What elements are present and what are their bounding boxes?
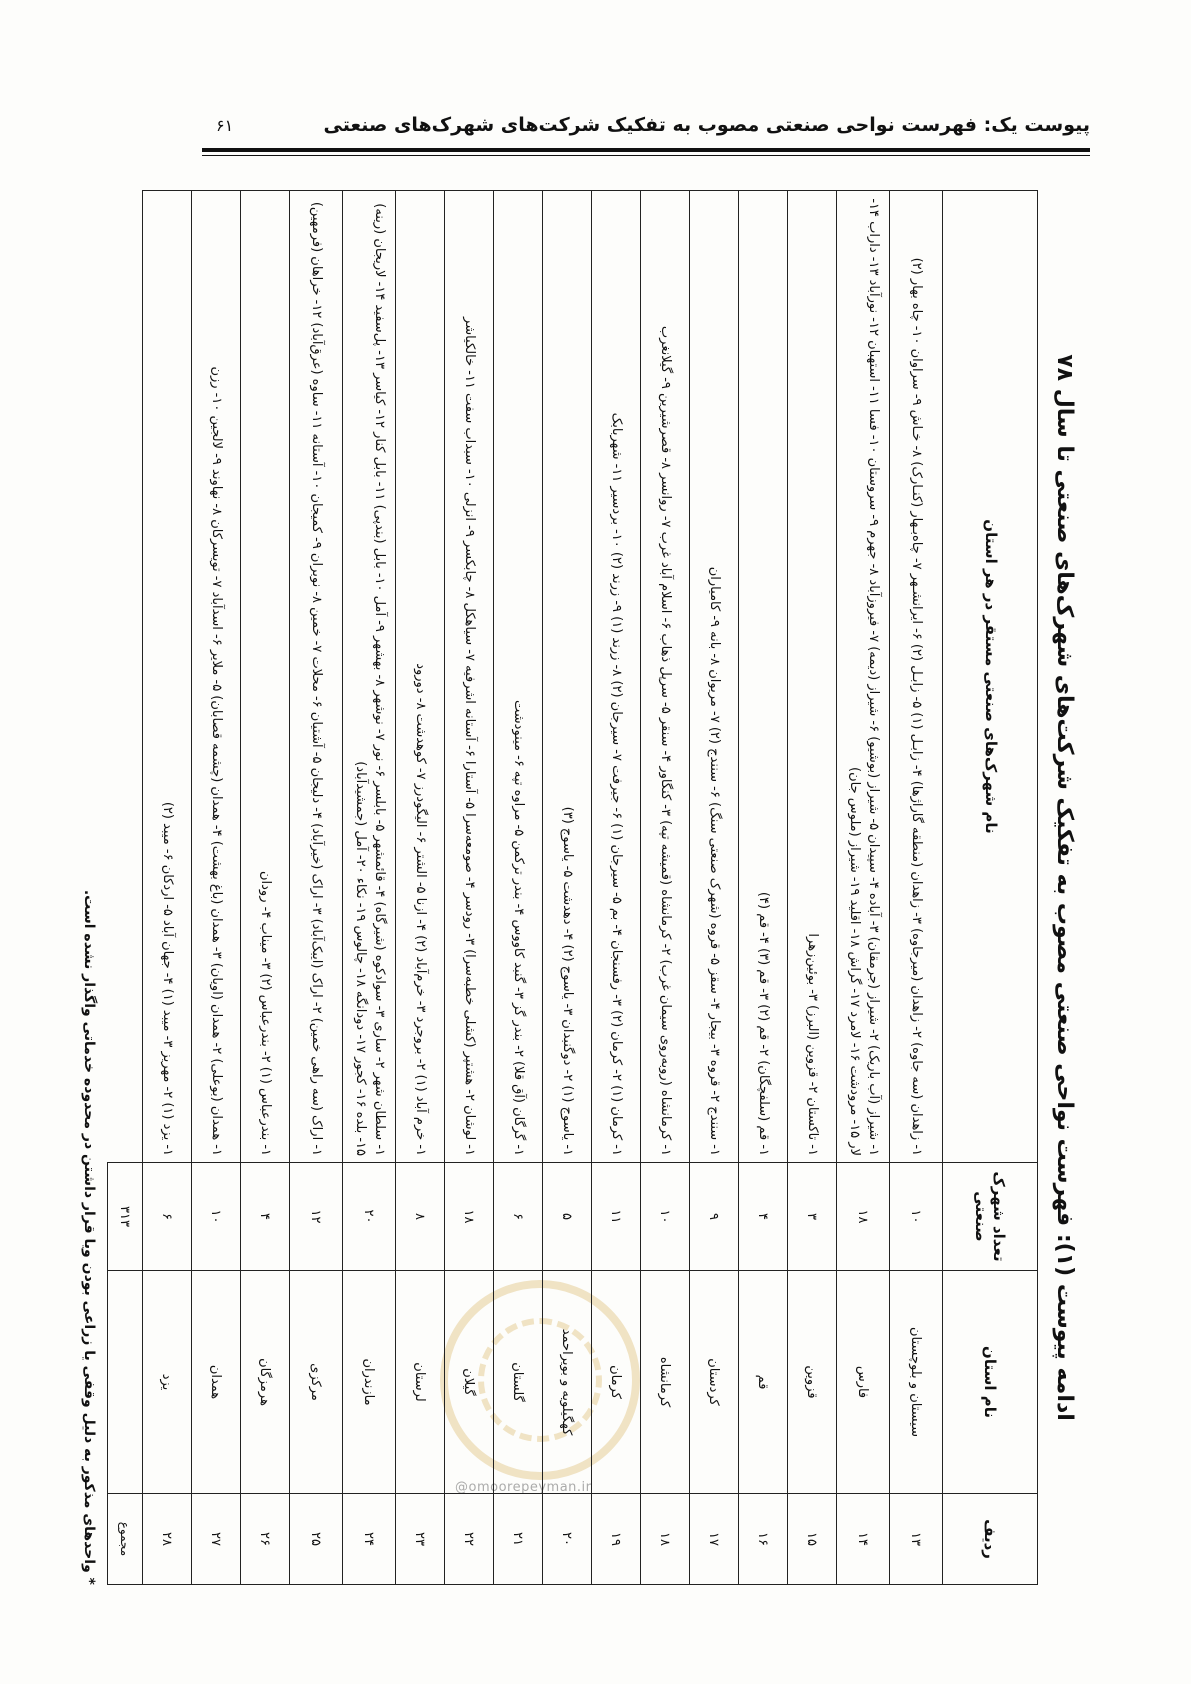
table-row <box>788 191 837 1585</box>
cell-ostan: سیستان و بلوچستان <box>890 1271 943 1494</box>
cell-count: ۵ <box>543 1163 592 1271</box>
cell-count: ۱۸ <box>837 1163 890 1271</box>
col-header-radif: ردیف <box>943 1494 1038 1585</box>
cell-count: ۹ <box>690 1163 739 1271</box>
cell-radif: ۲۰ <box>543 1494 592 1585</box>
cell-ostan: لرستان <box>396 1271 445 1494</box>
header-rule-thick <box>202 148 1090 152</box>
cell-count: ۳ <box>788 1163 837 1271</box>
cell-radif: ۲۱ <box>494 1494 543 1585</box>
cell-ostan: کرمان <box>592 1271 641 1494</box>
cell-count: ۱۰ <box>641 1163 690 1271</box>
cell-count: ۲۰ <box>343 1163 396 1271</box>
cell-count: ۱۰ <box>890 1163 943 1271</box>
cell-radif: ۲۵ <box>290 1494 343 1585</box>
cell-ostan: گلستان <box>494 1271 543 1494</box>
table-row <box>494 191 543 1585</box>
cell-radif: ۲۳ <box>396 1494 445 1585</box>
cell-list: ۱- بندرعباس (۱) ۲- بندرعباس (۲) ۳- میناب ۴- رودان <box>241 191 290 1163</box>
table-row <box>445 191 494 1585</box>
cell-list: ۱- گرگان (آق قلا) ۲- بندر گز ۳- گنبد کاووس ۴- بندر ترکمن ۵- مراوه تپه ۶- مینودشت <box>494 191 543 1163</box>
cell-ostan: همدان <box>192 1271 241 1494</box>
cell-count: ۱۸ <box>445 1163 494 1271</box>
cell-radif: ۱۹ <box>592 1494 641 1585</box>
cell-count: ۸ <box>396 1163 445 1271</box>
cell-list: ۱- زاهدان (سه جاوه) ۲- زاهدان (میرجاوه) ۳- زاهدان (منطقه گاراژها) ۴- زابـل (۱) ۵- زابـل (۲) ۶- ایرانشـهر ۷- چاه‌بـهار (کنـارک) ۸- خـاش ۹- سراوان ۱۰- چاه بهار (۲) <box>890 191 943 1163</box>
cell-count: ۱۲ <box>290 1163 343 1271</box>
cell-ostan: کرمانشاه <box>641 1271 690 1494</box>
table-row <box>192 191 241 1585</box>
cell-count: ۴ <box>739 1163 788 1271</box>
page-number: ۶۱ <box>216 116 234 135</box>
cell-ostan: یزد <box>143 1271 192 1494</box>
total-blank <box>108 191 143 1163</box>
table-row <box>396 191 445 1585</box>
table-row <box>343 191 396 1585</box>
cell-ostan: قم <box>739 1271 788 1494</box>
table-row <box>290 191 343 1585</box>
header-rule-thin <box>202 155 1090 156</box>
cell-count: ۱۰ <box>192 1163 241 1271</box>
industrial-zones-table <box>107 190 1038 1585</box>
table-row <box>592 191 641 1585</box>
cell-radif: ۱۴ <box>837 1494 890 1585</box>
table-row <box>143 191 192 1585</box>
cell-list: ۱- لوشان ۲- هشتپر (کشلی خطبه‌سرا) ۳- رودسر ۴- صومعه‌سرا ۵- آستارا ۶- آستانه اشرفیه ۷- سیاهکل ۸- چابکسر ۹- انزلی ۱۰- سبداب سفت ۱۱- خالکیاشر <box>445 191 494 1163</box>
cell-radif: ۲۲ <box>445 1494 494 1585</box>
footnote: * واحدهای مذکور به دلیل وقفی یا زراعی بودن ویا قرار داشتن در محدوده خدماتی واگذار نشده است. <box>81 889 97 1585</box>
table-row <box>690 191 739 1585</box>
cell-ostan: قزوین <box>788 1271 837 1494</box>
cell-list: ۱- سلطان شهر ۲- ساری ۳- سوادکوه (شیرگاه) ۴- قائمشهر ۵- بابلسر ۶- نور ۷- نوشهر ۸- بهشهر ۹- آمل ۱۰- بابل (بندپی) ۱۱- بابل کنار ۱۲- کیاسر ۱۳- پل‌سفید ۱۴- لاریجان (رینه) ۱۵- بلده ۱۶- کجور ۱۷- دودانگه ۱۸- چالوس ۱۹- نکاء ۲۰- آمل (جمشیدآباد) <box>343 191 396 1163</box>
cell-radif: ۲۷ <box>192 1494 241 1585</box>
cell-count: ۴ <box>241 1163 290 1271</box>
table-row <box>543 191 592 1585</box>
cell-list: ۱- اراک (سه راهی خمین) ۲- اراک (ایبک‌آباد) ۳- اراک (خیرآباد) ۴- دلیجان ۵- آشتیان ۶- محلات ۷- خمین ۸- نوبران ۹- کمیجان ۱۰- آستانه ۱۱- ساوه (عرق‌آباد) ۱۲- خراهان (فرمهین) <box>290 191 343 1163</box>
cell-count: ۶ <box>494 1163 543 1271</box>
table-row <box>890 191 943 1585</box>
cell-radif: ۱۵ <box>788 1494 837 1585</box>
cell-radif: ۱۳ <box>890 1494 943 1585</box>
cell-count: ۱۱ <box>592 1163 641 1271</box>
cell-radif: ۲۶ <box>241 1494 290 1585</box>
cell-list: ۱- قم (سلفچگان) ۲- قم (۲) ۳- قم (۳) ۴- قم (۴) <box>739 191 788 1163</box>
cell-count: ۶ <box>143 1163 192 1271</box>
cell-ostan: فارس <box>837 1271 890 1494</box>
cell-ostan: مرکزی <box>290 1271 343 1494</box>
watermark-url: @omoorepeyman.ir <box>455 1480 592 1495</box>
cell-ostan: هرمزگان <box>241 1271 290 1494</box>
cell-ostan: کهگیلویه و بویراحمد <box>543 1271 592 1494</box>
cell-radif: ۱۶ <box>739 1494 788 1585</box>
col-header-count: تعداد شهرک صنعتی <box>943 1163 1038 1271</box>
cell-radif: ۱۷ <box>690 1494 739 1585</box>
page-header <box>200 108 1090 148</box>
cell-list: ۱- کرمانشاه (روبه‌روی سیمان غرب) ۲- کرمانشاه (قمیشه تپه) ۳- کنگاور ۴- سنقر ۵- سرپل ذهاب ۶- اسلام آباد غرب ۷- روانسر ۸- قصرشیرین ۹- گیلانغرب <box>641 191 690 1163</box>
table-body <box>108 191 943 1585</box>
total-label: مجموع <box>108 1494 143 1585</box>
col-header-ostan: نام استان <box>943 1271 1038 1494</box>
rotated-table-block <box>81 190 1090 1585</box>
total-row <box>108 191 143 1585</box>
cell-list: ۱- یاسوج (۱) ۲- دوگنبدان ۳- یاسوج (۲) ۴- دهدشت ۵- یاسوج (۳) <box>543 191 592 1163</box>
table-caption: ادامه پیوست (۱): فهرست نواحی صنعتی مصوب به تفکیک شرکت‌های شهرک‌های صنعتی تا سال ۷۸ <box>1052 354 1077 1421</box>
header-title: پیوست یک: فهرست نواحی صنعتی مصوب به تفکیک شرکت‌های شهرک‌های صنعتی <box>323 114 1090 136</box>
cell-ostan: کردستان <box>690 1271 739 1494</box>
table-row <box>837 191 890 1585</box>
col-header-list: نام شهرک‌های صنعتی مستقر در هر استان <box>943 191 1038 1163</box>
cell-radif: ۲۸ <box>143 1494 192 1585</box>
cell-list: ۱- کرمان (۱) ۲- کرمان (۲) ۳- رفسنجان ۴- بم ۵- سیرجان (۱) ۶- جیرفت ۷- سیرجان (۲) ۸- زرند (۱) ۹- زرند (۲) ۱۰- بردسیر ۱۱- شهربابک <box>592 191 641 1163</box>
cell-list: ۱- سنندج ۲- قروه ۳- بیجار ۴- سقز ۵- قروه (شهرک صنعتی سنگ) ۶- سنندج (۲) ۷- مریوان ۸- بانه ۹- کامیاران <box>690 191 739 1163</box>
cell-list: ۱- یزد (۱) ۲- مهریز ۳- میبد (۱) ۴- جهان آباد ۵- اردکان ۶- میبد (۲) <box>143 191 192 1163</box>
cell-list: ۱- خرم آباد (۱) ۲- بروجرد ۳- خرم‌آباد (۲) ۴- ازنا ۵- الشتر ۶- الیگودرز ۷- کوهدشت ۸- دورود <box>396 191 445 1163</box>
cell-list: ۱- همدان (بوعلی) ۲- همدان (اویان) ۳- همدان (باغ بهشت) ۴- همدان (چشمه قصابان) ۵- ملایر ۶- اسدآباد ۷- تویسرکان ۸- نهاوند ۹- لالجین ۱۰- رزن <box>192 191 241 1163</box>
total-count: ۳۱۳ <box>108 1163 143 1271</box>
table-row <box>739 191 788 1585</box>
table-row <box>241 191 290 1585</box>
cell-list: ۱- تاکستان ۲- قزوین (البرز) ۳- بوئین‌زهرا <box>788 191 837 1163</box>
cell-radif: ۱۸ <box>641 1494 690 1585</box>
cell-list: ۱- شیراز (آب باریک) ۲- شیراز (جرمقان) ۳- آباده ۴- سپیدان ۵- شیراز (بوشیو) ۶- شیراز (دیمه) ۷- فیروزآباد ۸- جهرم ۹- سروستان ۱۰- فسا ۱۱- استهبان ۱۲- نورآباد ۱۳- داراب ۱۴- لار ۱۵- مرودشت ۱۶- لامرد ۱۷- گراش ۱۸- اقلید ۱۹- شیراز (ملوس جان) <box>837 191 890 1163</box>
total-empty <box>108 1271 143 1494</box>
cell-ostan: گیلان <box>445 1271 494 1494</box>
table-row <box>641 191 690 1585</box>
cell-ostan: مازندران <box>343 1271 396 1494</box>
cell-radif: ۲۴ <box>343 1494 396 1585</box>
